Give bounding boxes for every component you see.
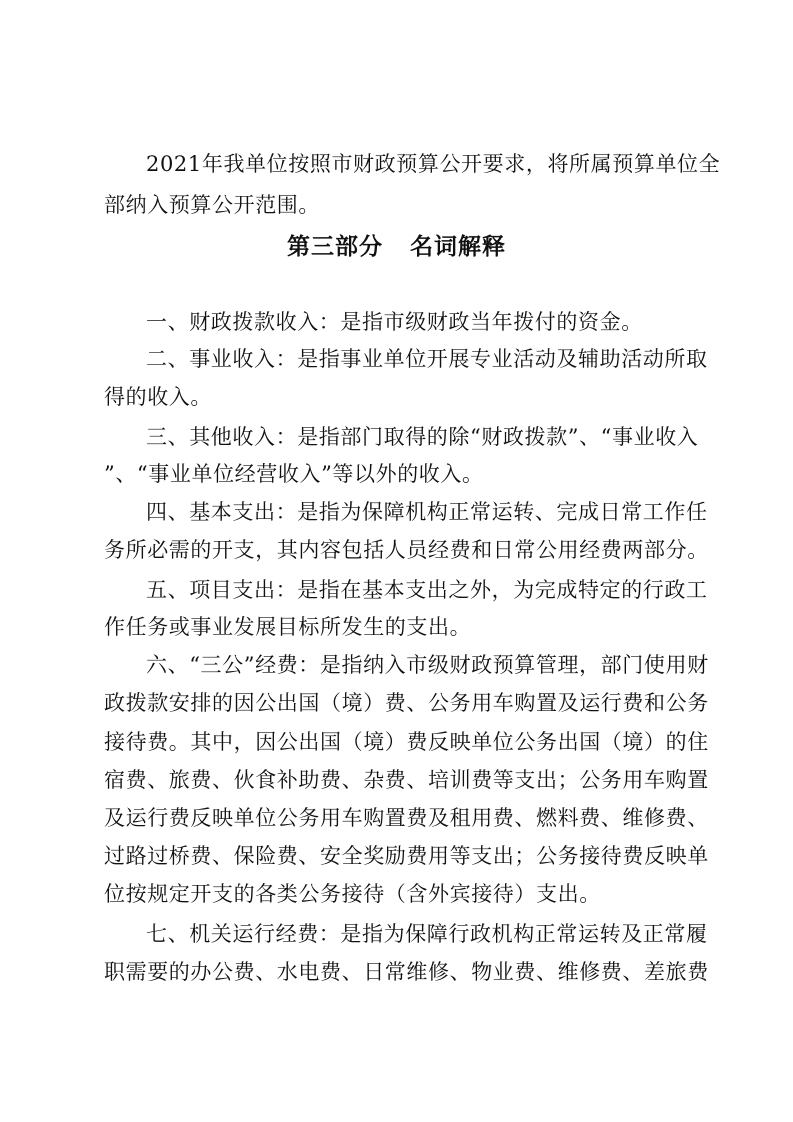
definition-line: 务所必需的开支，其内容包括人员经费和日常公用经费两部分。 <box>104 538 709 562</box>
definition-line: 得的收入。 <box>104 385 212 409</box>
definition-line: 政拨款安排的因公出国（境）费、公务用车购置及运行费和公务 <box>104 691 709 715</box>
intro-line-1: 2021年我单位按照市财政预算公开要求，将所属预算单位全 <box>146 152 721 176</box>
definition-line: 作任务或事业发展目标所发生的支出。 <box>104 615 472 639</box>
definition-line: 五、项目支出：是指在基本支出之外，为完成特定的行政工 <box>146 578 708 602</box>
intro-line-2: 部纳入预算公开范围。 <box>104 193 320 217</box>
definition-line: 过路过桥费、保险费、安全奖励费用等支出；公务接待费反映单 <box>104 844 709 868</box>
definition-line: 职需要的办公费、水电费、日常维修、物业费、维修费、差旅费 <box>104 960 709 984</box>
definition-line: 宿费、旅费、伙食补助费、杂费、培训费等支出；公务用车购置 <box>104 768 709 792</box>
definition-line: 二、事业收入：是指事业单位开展专业活动及辅助活动所取 <box>146 347 708 371</box>
definition-line: 接待费。其中，因公出国（境）费反映单位公务出国（境）的住 <box>104 730 709 754</box>
definition-line: 三、其他收入：是指部门取得的除“财政拨款”、“事业收入 <box>146 425 699 449</box>
definition-line: 及运行费反映单位公务用车购置费及租用费、燃料费、维修费、 <box>104 806 709 830</box>
definition-line: 四、基本支出：是指为保障机构正常运转、完成日常工作任 <box>146 500 708 524</box>
definition-line: 七、机关运行经费：是指为保障行政机构正常运转及正常履 <box>146 922 708 946</box>
definition-line: 一、财政拨款收入：是指市级财政当年拨付的资金。 <box>146 310 643 334</box>
definition-line: 位按规定开支的各类公务接待（含外宾接待）支出。 <box>104 882 601 906</box>
section-title: 第三部分 名词解释 <box>286 234 507 260</box>
definition-line: ”、“事业单位经营收入”等以外的收入。 <box>104 462 484 486</box>
definition-line: 六、“三公”经费：是指纳入市级财政预算管理，部门使用财 <box>146 653 709 677</box>
